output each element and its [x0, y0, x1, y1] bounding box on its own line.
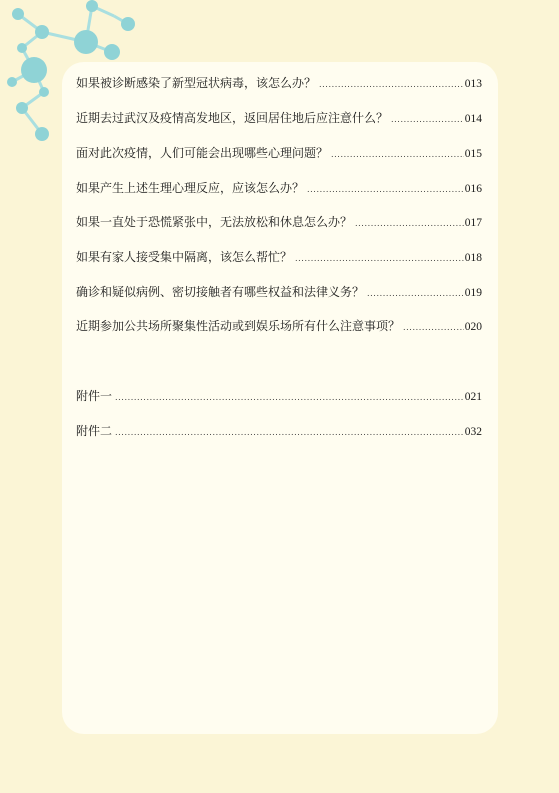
- toc-leader-dots: [319, 77, 464, 93]
- toc-entry-page: 015: [464, 148, 482, 160]
- toc-entry-title: 如果被诊断感染了新型冠状病毒，该怎么办？: [76, 76, 317, 90]
- toc-entry-title: 近期参加公共场所聚集性活动或到娱乐场所有什么注意事项？: [76, 319, 401, 333]
- toc-entry[interactable]: [76, 75, 482, 93]
- toc-leader-dots: [367, 286, 464, 302]
- toc-leader-dots: [391, 112, 464, 128]
- toc-entry-page: 020: [464, 321, 482, 333]
- toc-entry-title: 如果一直处于恐慌紧张中，无法放松和休息怎么办？: [76, 215, 353, 229]
- toc-entry[interactable]: [76, 214, 482, 232]
- toc-leader-dots: [331, 147, 464, 163]
- toc-entry-page: 017: [464, 217, 482, 229]
- toc-entry-title: 如果产生上述生理心理反应，应该怎么办？: [76, 181, 305, 195]
- toc-entry-page: 018: [464, 252, 482, 264]
- toc-entry-page: 032: [464, 426, 482, 438]
- toc-entry-page: 014: [464, 113, 482, 125]
- toc-entry[interactable]: [76, 110, 482, 128]
- toc-entry[interactable]: [76, 318, 482, 336]
- toc-leader-dots: [403, 320, 464, 336]
- toc-entry-title: 如果有家人接受集中隔离，该怎么帮忙？: [76, 250, 293, 264]
- toc-entry-title: 确诊和疑似病例、密切接触者有哪些权益和法律义务？: [76, 285, 365, 299]
- toc-leader-dots: [115, 425, 464, 441]
- toc-leader-dots: [355, 216, 464, 232]
- toc-appendix-entry[interactable]: [76, 388, 482, 406]
- toc-appendix-entry[interactable]: [76, 423, 482, 441]
- toc-entry-page: 021: [464, 391, 482, 403]
- toc-entry[interactable]: [76, 249, 482, 267]
- toc-leader-dots: [115, 390, 464, 406]
- toc-entry-page: 016: [464, 183, 482, 195]
- toc-entry-title: 附件二: [76, 424, 113, 438]
- toc-entry-page: 013: [464, 78, 482, 90]
- toc-entry[interactable]: [76, 180, 482, 198]
- toc-entry-page: 019: [464, 287, 482, 299]
- toc-entry[interactable]: [76, 145, 482, 163]
- toc-entry-title: 附件一: [76, 389, 113, 403]
- toc-leader-dots: [307, 182, 464, 198]
- toc-entry-title: 面对此次疫情，人们可能会出现哪些心理问题？: [76, 146, 329, 160]
- toc-entry-title: 近期去过武汉及疫情高发地区，返回居住地后应注意什么？: [76, 111, 389, 125]
- toc-entry[interactable]: [76, 284, 482, 302]
- toc-leader-dots: [295, 251, 464, 267]
